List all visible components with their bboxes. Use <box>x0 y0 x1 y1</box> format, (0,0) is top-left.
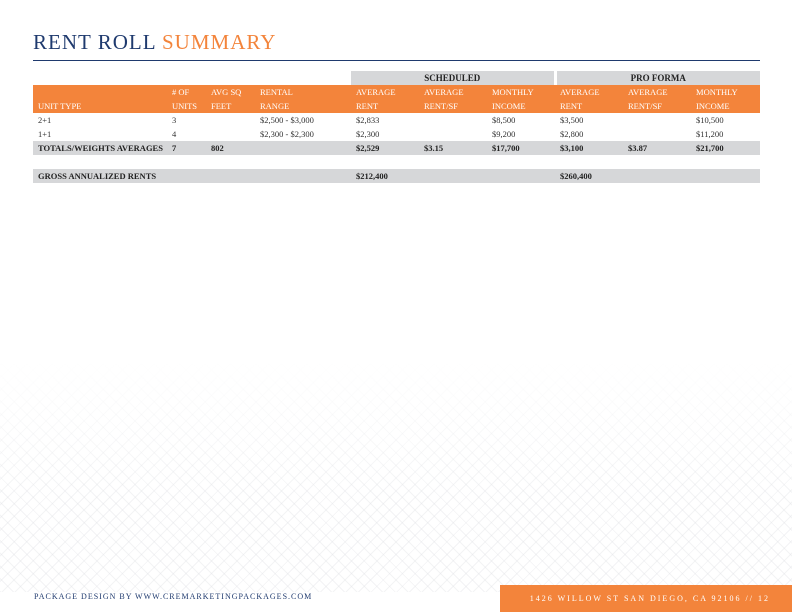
col-header: AVERAGE <box>555 85 623 99</box>
table-cell: $2,800 <box>560 129 584 139</box>
table-row <box>33 127 760 141</box>
table-cell: $8,500 <box>492 115 516 125</box>
table-cell: $3,500 <box>560 115 584 125</box>
table-cell <box>206 113 255 127</box>
table-cell: $10,500 <box>696 115 724 125</box>
table-cell: $2,500 - $3,000 <box>260 115 314 125</box>
gross-scheduled: $212,400 <box>351 169 555 183</box>
table-cell: $2,300 - $2,300 <box>260 129 314 139</box>
table-cell: 802 <box>206 141 255 155</box>
col-header: # OF <box>167 85 206 99</box>
totals-label: TOTALS/WEIGHTS AVERAGES <box>33 141 167 155</box>
table-cell: 7 <box>167 141 206 155</box>
table-cell: $2,833 <box>356 115 380 125</box>
table-cell: $3,100 <box>555 141 623 155</box>
col-header: RENT/SF <box>419 99 487 113</box>
col-header: AVERAGE <box>351 85 419 99</box>
table-cell <box>206 127 255 141</box>
table-cell: $17,700 <box>487 141 555 155</box>
col-header: AVG SQ <box>206 85 255 99</box>
col-header: MONTHLY <box>487 85 555 99</box>
col-header: AVERAGE <box>419 85 487 99</box>
col-header: INCOME <box>691 99 760 113</box>
col-header: RENT <box>351 99 419 113</box>
group-scheduled: SCHEDULED <box>351 71 555 85</box>
title-divider <box>33 60 760 61</box>
table-cell <box>419 113 487 127</box>
background-pattern <box>0 360 792 592</box>
table-cell <box>419 127 487 141</box>
col-header: RANGE <box>255 99 351 113</box>
col-header: INCOME <box>487 99 555 113</box>
col-header: AVERAGE <box>623 85 691 99</box>
footer-credit: PACKAGE DESIGN BY WWW.CREMARKETINGPACKAGES.COM <box>34 592 313 601</box>
table-cell: 3 <box>172 115 177 125</box>
rent-roll-table <box>33 71 760 183</box>
col-header: FEET <box>206 99 255 113</box>
group-header-row <box>33 71 760 85</box>
spacer-row <box>33 155 760 169</box>
table-cell: $3.15 <box>419 141 487 155</box>
footer-address-bar <box>500 585 792 612</box>
table-cell: $9,200 <box>492 129 516 139</box>
table-cell <box>623 113 691 127</box>
page-title <box>33 30 276 55</box>
column-header-row-1 <box>33 85 760 99</box>
table-cell: $11,200 <box>696 129 724 139</box>
table-cell: $2,529 <box>351 141 419 155</box>
table-cell: 2+1 <box>38 115 52 125</box>
table-cell: 4 <box>172 129 177 139</box>
col-header <box>33 85 167 99</box>
title-word-2: SUMMARY <box>162 30 277 54</box>
gross-pro-forma: $260,400 <box>555 169 760 183</box>
table-cell <box>623 127 691 141</box>
gross-annualized-row <box>33 169 760 183</box>
table-cell <box>255 141 351 155</box>
group-pro-forma: PRO FORMA <box>555 71 760 85</box>
totals-row <box>33 141 760 155</box>
table-row <box>33 113 760 127</box>
gross-label: GROSS ANNUALIZED RENTS <box>33 169 351 183</box>
col-header: RENT/SF <box>623 99 691 113</box>
column-header-row-2 <box>33 99 760 113</box>
footer-address: 1426 WILLOW ST SAN DIEGO, CA 92106 // 12 <box>529 594 770 603</box>
title-word-1: RENT ROLL <box>33 30 156 54</box>
col-header: UNITS <box>167 99 206 113</box>
table-cell: $3.87 <box>623 141 691 155</box>
table-cell: 1+1 <box>38 129 52 139</box>
col-header: MONTHLY <box>691 85 760 99</box>
table-cell: $2,300 <box>356 129 380 139</box>
col-header: UNIT TYPE <box>33 99 167 113</box>
table-cell: $21,700 <box>691 141 760 155</box>
col-header: RENTAL <box>255 85 351 99</box>
col-header: RENT <box>555 99 623 113</box>
